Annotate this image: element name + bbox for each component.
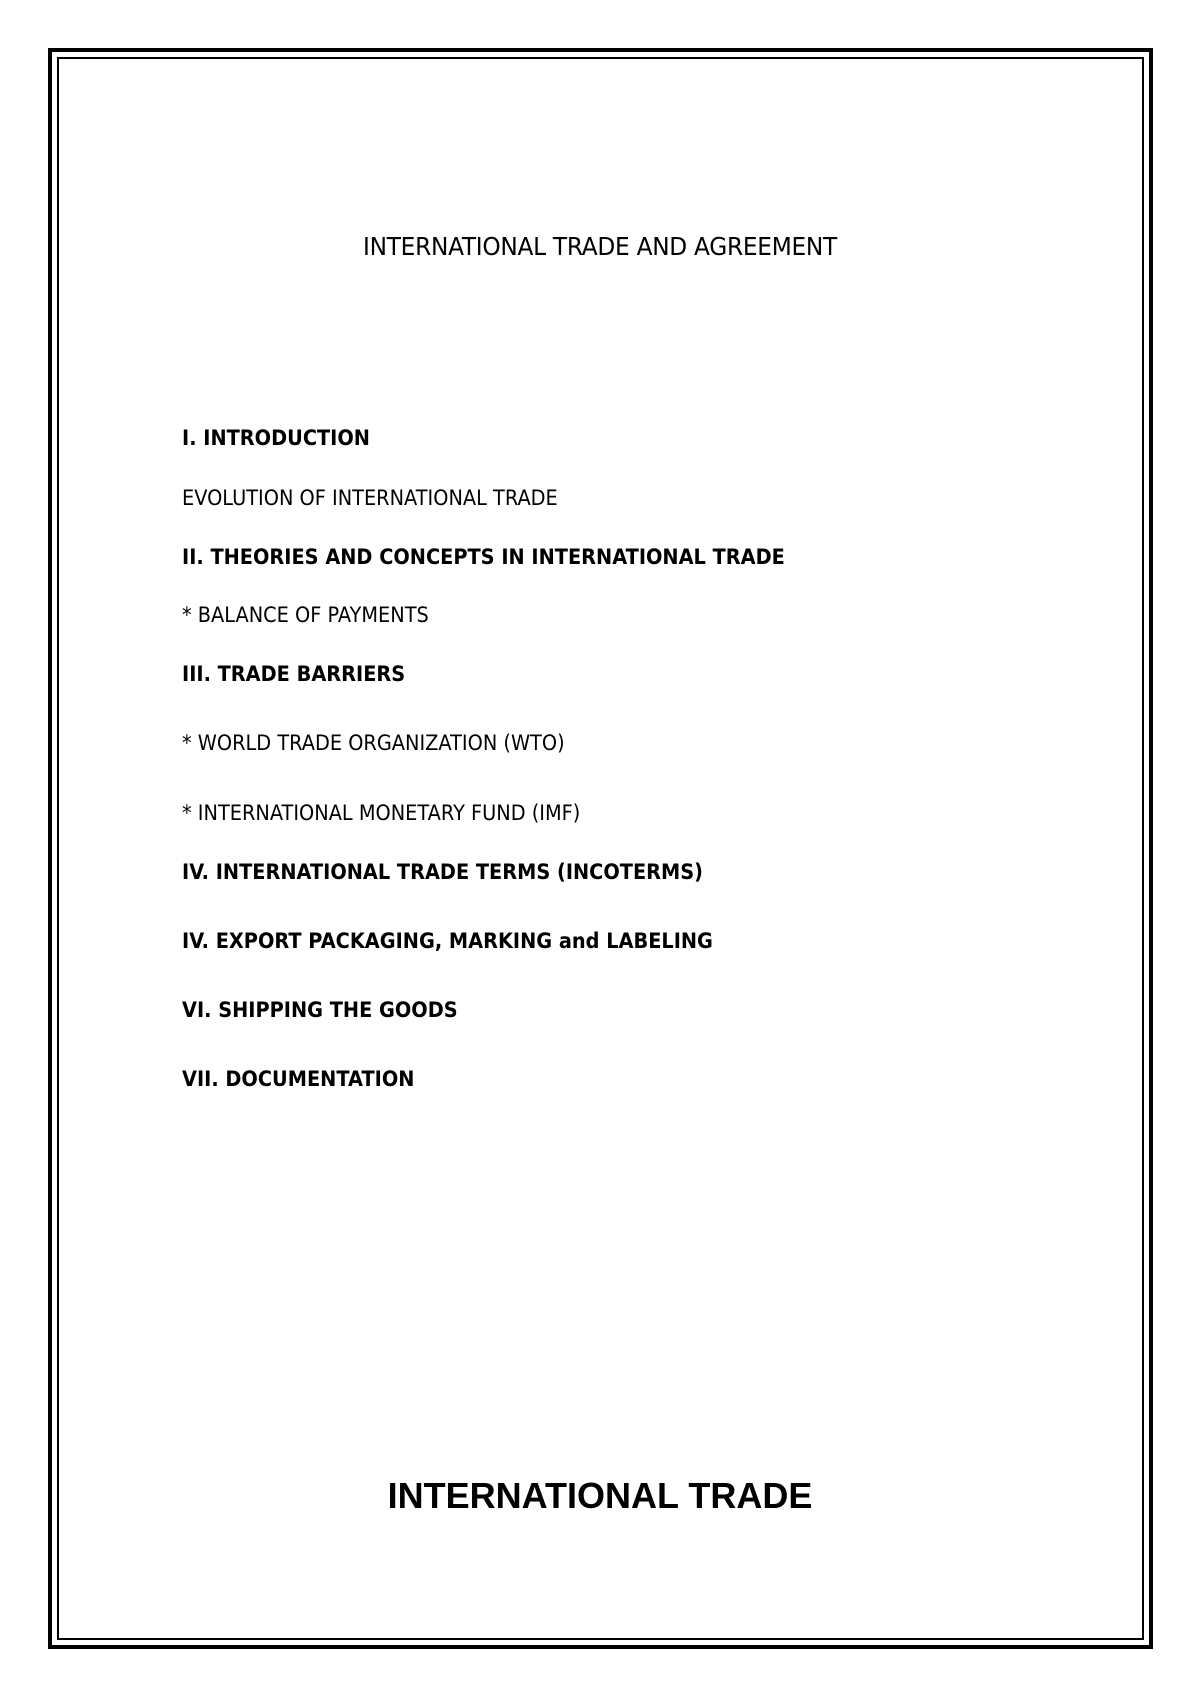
toc-item-theories: II. THEORIES AND CONCEPTS IN INTERNATIONAL TRADE bbox=[182, 545, 785, 569]
toc-item-documentation: VII. DOCUMENTATION bbox=[182, 1067, 415, 1091]
toc-item-imf: * INTERNATIONAL MONETARY FUND (IMF) bbox=[182, 801, 581, 825]
document-title: INTERNATIONAL TRADE AND AGREEMENT bbox=[363, 232, 837, 261]
footer-title: INTERNATIONAL TRADE bbox=[387, 1475, 813, 1516]
toc-item-evolution: EVOLUTION OF INTERNATIONAL TRADE bbox=[182, 486, 558, 510]
page-border-inner bbox=[57, 57, 1144, 1640]
toc-item-export-packaging: IV. EXPORT PACKAGING, MARKING and LABELING bbox=[182, 929, 713, 953]
toc-item-introduction: I. INTRODUCTION bbox=[182, 426, 370, 450]
toc-item-shipping: VI. SHIPPING THE GOODS bbox=[182, 998, 458, 1022]
toc-item-trade-barriers: III. TRADE BARRIERS bbox=[182, 662, 406, 686]
toc-item-incoterms: IV. INTERNATIONAL TRADE TERMS (INCOTERMS) bbox=[182, 860, 704, 884]
toc-item-balance-of-payments: * BALANCE OF PAYMENTS bbox=[182, 603, 429, 627]
toc-item-wto: * WORLD TRADE ORGANIZATION (WTO) bbox=[182, 731, 565, 755]
